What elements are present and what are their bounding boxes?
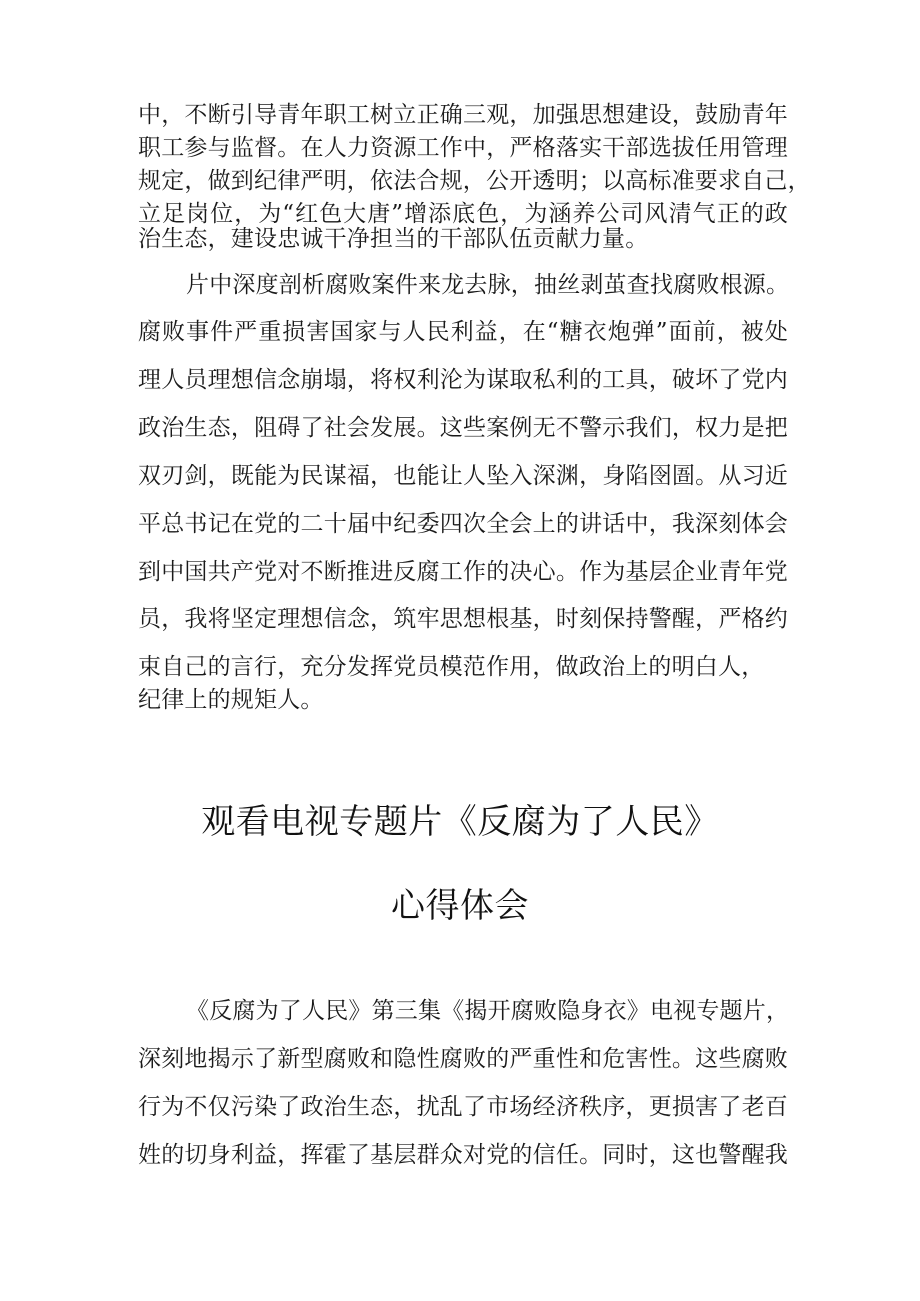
section-2-line-4: 姓的切身利益，挥霍了基层群众对党的信任。同时，这也警醒我 [138, 1142, 788, 1168]
paragraph-2-line-4: 政治生态，阻碍了社会发展。这些案例无不警示我们，权力是把 [138, 415, 788, 441]
paragraph-2-line-9: 束自己的言行，充分发挥党员模范作用，做政治上的明白人， [138, 654, 765, 680]
section-2-line-3: 行为不仅污染了政治生态，扰乱了市场经济秩序，更损害了老百 [138, 1094, 788, 1120]
article-title-line-1: 观看电视专题片《反腐为了人民》 [201, 802, 719, 842]
paragraph-1-line-4: 立足岗位，为“红色大唐”增添底色，为涵养公司风清气正的政 [138, 201, 788, 227]
paragraph-2-line-8: 员，我将坚定理想信念，筑牢思想根基，时刻保持警醒，严格约 [138, 606, 788, 632]
paragraph-1-line-1: 中，不断引导青年职工树立正确三观，加强思想建设，鼓励青年 [138, 102, 788, 128]
paragraph-2-line-6: 平总书记在党的二十届中纪委四次全会上的讲话中，我深刻体会 [138, 511, 788, 537]
paragraph-2-line-5: 双刃剑，既能为民谋福，也能让人坠入深渊，身陷囹圄。从习近 [138, 463, 788, 489]
section-2-line-2: 深刻地揭示了新型腐败和隐性腐败的严重性和危害性。这些腐败 [138, 1046, 788, 1072]
paragraph-2-line-7: 到中国共产党对不断推进反腐工作的决心。作为基层企业青年党 [138, 559, 788, 585]
paragraph-2-line-3: 理人员理想信念崩塌，将权利沦为谋取私利的工具，破坏了党内 [138, 367, 788, 393]
paragraph-1-line-3: 规定，做到纪律严明，依法合规，公开透明；以高标准要求自己， [138, 168, 811, 194]
paragraph-2-line-2: 腐败事件严重损害国家与人民利益，在“糖衣炮弹”面前，被处 [138, 319, 788, 345]
section-2-line-1: 《反腐为了人民》第三集《揭开腐败隐身衣》电视专题片， [186, 998, 790, 1024]
paragraph-1-line-2: 职工参与监督。在人力资源工作中，严格落实干部选拔任用管理 [138, 135, 788, 161]
paragraph-2-line-10: 纪律上的规矩人。 [138, 687, 324, 713]
paragraph-1-line-5: 治生态，建设忠诚干净担当的干部队伍贡献力量。 [138, 226, 649, 252]
paragraph-2-line-1: 片中深度剖析腐败案件来龙去脉，抽丝剥茧查找腐败根源。 [186, 272, 790, 298]
article-title-line-2: 心得体会 [391, 886, 529, 926]
